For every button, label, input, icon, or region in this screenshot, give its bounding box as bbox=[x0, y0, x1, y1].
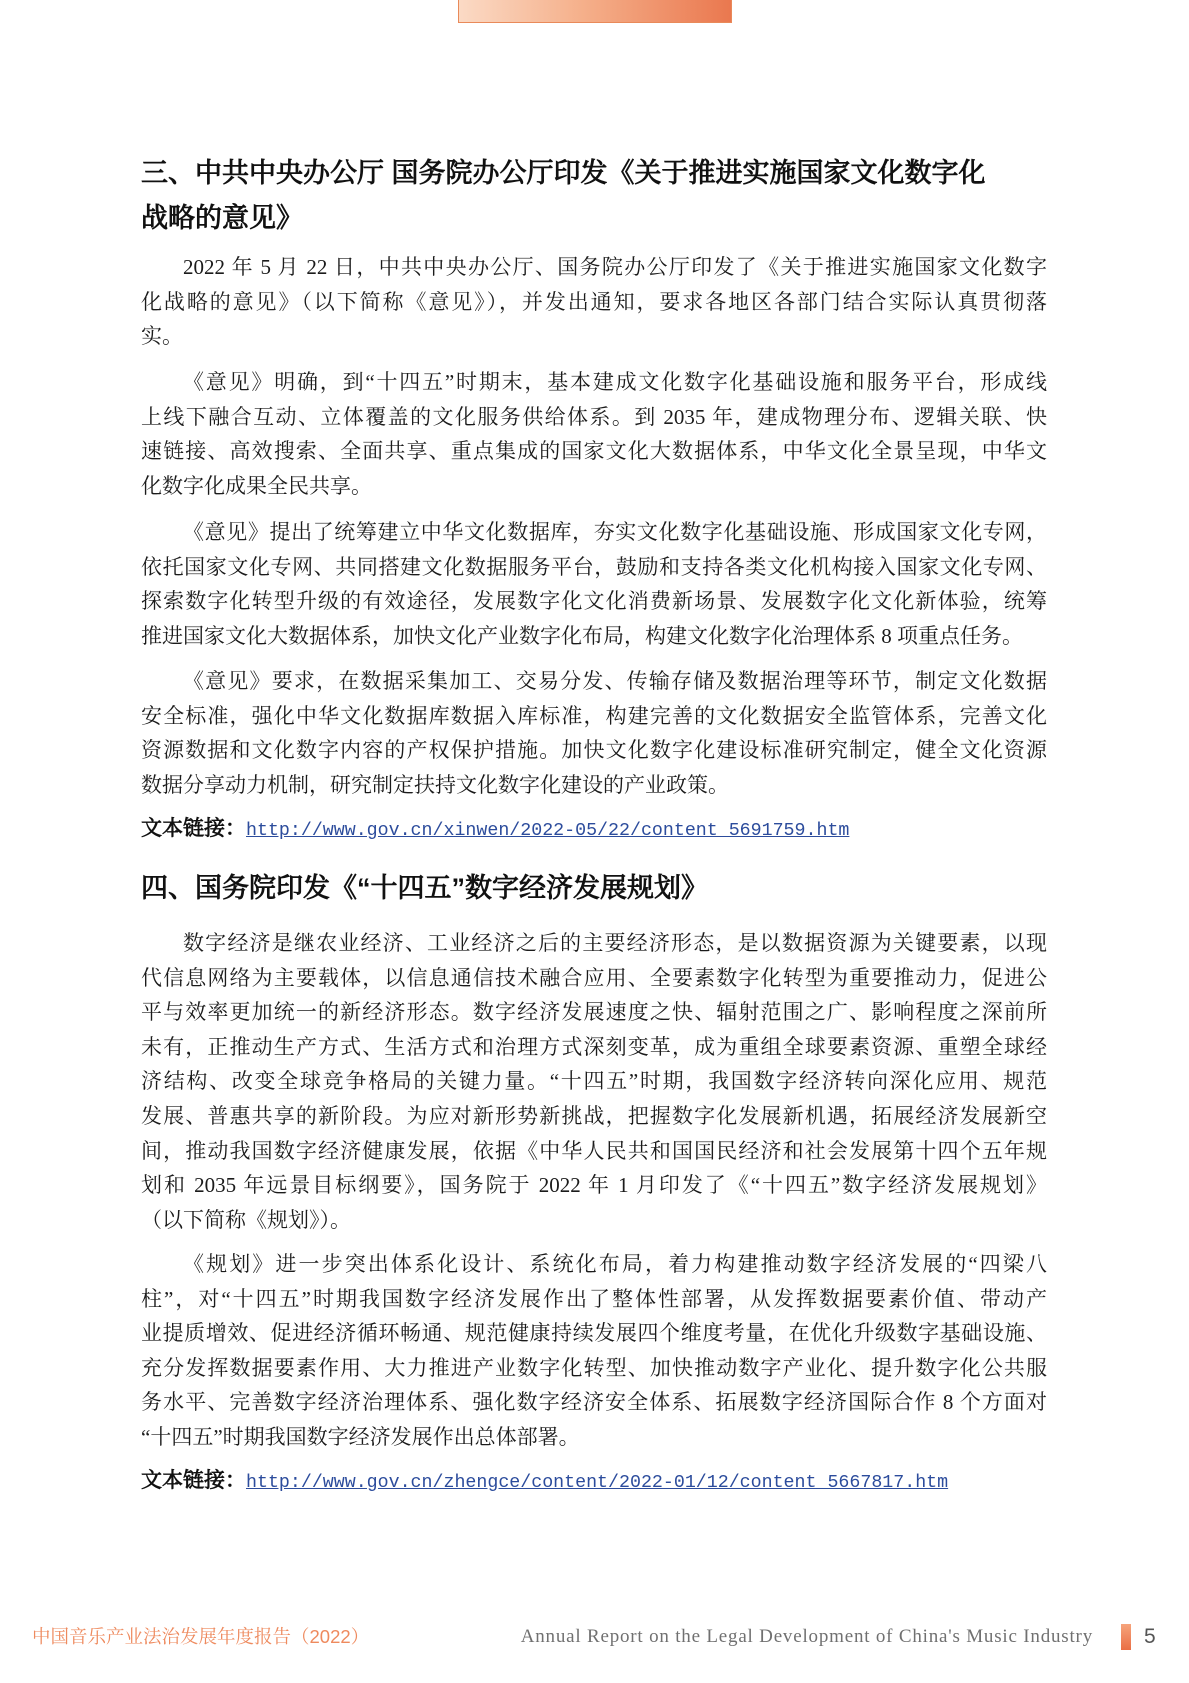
paragraph-line: 间，推动我国数字经济健康发展，依据《中华人民共和国国民经济和社会发展第十四个五年规 bbox=[141, 1138, 1047, 1163]
paragraph-line: 依托国家文化专网、共同搭建文化数据服务平台，鼓励和支持各类文化机构接入国家文化专网、 bbox=[141, 554, 1047, 579]
paragraph-line: 探索数字化转型升级的有效途径，发展数字化文化消费新场景、发展数字化文化新体验，统筹 bbox=[141, 589, 1047, 614]
source-link-label: 文本链接： bbox=[141, 817, 246, 840]
paragraph-line: 《意见》提出了统筹建立中华文化数据库，夯实文化数字化基础设施、形成国家文化专网， bbox=[183, 520, 1047, 544]
source-link-label: 文本链接： bbox=[141, 1469, 246, 1492]
paragraph-line: 代信息网络为主要载体，以信息通信技术融合应用、全要素数字化转型为重要推动力，促进公 bbox=[141, 965, 1047, 990]
paragraph-line: 务水平、完善数字经济治理体系、强化数字经济安全体系、拓展数字经济国际合作 8 个方面对 bbox=[141, 1390, 1047, 1415]
body-paragraph bbox=[141, 926, 1047, 1237]
section-heading bbox=[141, 151, 1047, 241]
paragraph-line: 化数字化成果全民共享。 bbox=[141, 473, 372, 498]
paragraph-line: 《意见》明确，到“十四五”时期末，基本建成文化数字化基础设施和服务平台，形成线 bbox=[183, 370, 1047, 394]
paragraph-line: 《意见》要求，在数据采集加工、交易分发、传输存储及数据治理等环节，制定文化数据 bbox=[183, 669, 1047, 693]
paragraph-line: 平与效率更加统一的新经济形态。数字经济发展速度之快、辐射范围之广、影响程度之深前所 bbox=[141, 1000, 1047, 1025]
paragraph-line: 数字经济是继农业经济、工业经济之后的主要经济形态，是以数据资源为关键要素，以现 bbox=[183, 931, 1047, 955]
body-paragraph bbox=[141, 664, 1047, 802]
source-link-row bbox=[141, 812, 1047, 847]
paragraph-line: 上线下融合互动、立体覆盖的文化服务供给体系。到 2035 年，建成物理分布、逻辑关联、快 bbox=[141, 404, 1047, 429]
source-link-url[interactable]: http://www.gov.cn/zhengce/content/2022-01/12/content_5667817.htm bbox=[246, 1473, 949, 1493]
footer-title-en: Annual Report on the Legal Development of China's Music Industry bbox=[520, 1626, 1093, 1647]
section-heading-line: 战略的意见》 bbox=[141, 203, 303, 233]
paragraph-line: 划和 2035 年远景目标纲要》，国务院于 2022 年 1 月印发了《“十四五”数字经济发展规划》 bbox=[141, 1173, 1047, 1198]
body-paragraph bbox=[141, 1247, 1047, 1455]
paragraph-line: 推进国家文化大数据体系，加快文化产业数字化布局，构建文化数字化治理体系 8 项重点任务。 bbox=[141, 623, 1023, 648]
header-tab-decoration bbox=[458, 0, 732, 23]
section-heading-line: 三、中共中央办公厅 国务院办公厅印发《关于推进实施国家文化数字化 bbox=[141, 158, 986, 188]
page-number: 5 bbox=[1144, 1625, 1156, 1648]
paragraph-line: 实。 bbox=[141, 324, 183, 349]
paragraph-line: 2022 年 5 月 22 日，中共中央办公厅、国务院办公厅印发了《关于推进实施国家文化数字 bbox=[183, 255, 1047, 279]
section-heading bbox=[141, 866, 1047, 911]
page-marker-bar bbox=[1121, 1624, 1131, 1650]
source-link-row bbox=[141, 1464, 1047, 1499]
paragraph-line: 数据分享动力机制，研究制定扶持文化数字化建设的产业政策。 bbox=[141, 772, 729, 797]
body-paragraph bbox=[141, 250, 1047, 354]
body-paragraph bbox=[141, 515, 1047, 653]
paragraph-line: 化战略的意见》（以下简称《意见》），并发出通知，要求各地区各部门结合实际认真贯彻落 bbox=[141, 289, 1047, 314]
body-paragraph bbox=[141, 365, 1047, 503]
section-heading-line: 四、国务院印发《“十四五”数字经济发展规划》 bbox=[141, 873, 708, 903]
paragraph-line: 充分发挥数据要素作用、大力推进产业数字化转型、加快推动数字产业化、提升数字化公共服 bbox=[141, 1355, 1047, 1380]
paragraph-line: 业提质增效、促进经济循环畅通、规范健康持续发展四个维度考量，在优化升级数字基础设施、 bbox=[141, 1321, 1047, 1346]
paragraph-line: “十四五”时期我国数字经济发展作出总体部署。 bbox=[141, 1424, 580, 1449]
source-link-url[interactable]: http://www.gov.cn/xinwen/2022-05/22/content_5691759.htm bbox=[246, 821, 850, 841]
paragraph-line: 柱”，对“十四五”时期我国数字经济发展作出了整体性部署，从发挥数据要素价值、带动产 bbox=[141, 1286, 1047, 1311]
footer-title-cn: 中国音乐产业法治发展年度报告（2022） bbox=[32, 1626, 370, 1647]
paragraph-line: 发展、普惠共享的新阶段。为应对新形势新挑战，把握数字化发展新机遇，拓展经济发展新空 bbox=[141, 1103, 1047, 1128]
paragraph-line: 安全标准，强化中华文化数据库数据入库标准，构建完善的文化数据安全监管体系，完善文化 bbox=[141, 703, 1047, 728]
paragraph-line: （以下简称《规划》）。 bbox=[141, 1207, 351, 1232]
paragraph-line: 未有，正推动生产方式、生活方式和治理方式深刻变革，成为重组全球要素资源、重塑全球经 bbox=[141, 1034, 1047, 1059]
paragraph-line: 《规划》进一步突出体系化设计、系统化布局，着力构建推动数字经济发展的“四梁八 bbox=[183, 1252, 1047, 1276]
paragraph-line: 资源数据和文化数字内容的产权保护措施。加快文化数字化建设标准研究制定，健全文化资源 bbox=[141, 738, 1047, 763]
paragraph-line: 济结构、改变全球竞争格局的关键力量。“十四五”时期，我国数字经济转向深化应用、规范 bbox=[141, 1069, 1047, 1094]
paragraph-line: 速链接、高效搜索、全面共享、重点集成的国家文化大数据体系，中华文化全景呈现，中华文 bbox=[141, 439, 1047, 464]
